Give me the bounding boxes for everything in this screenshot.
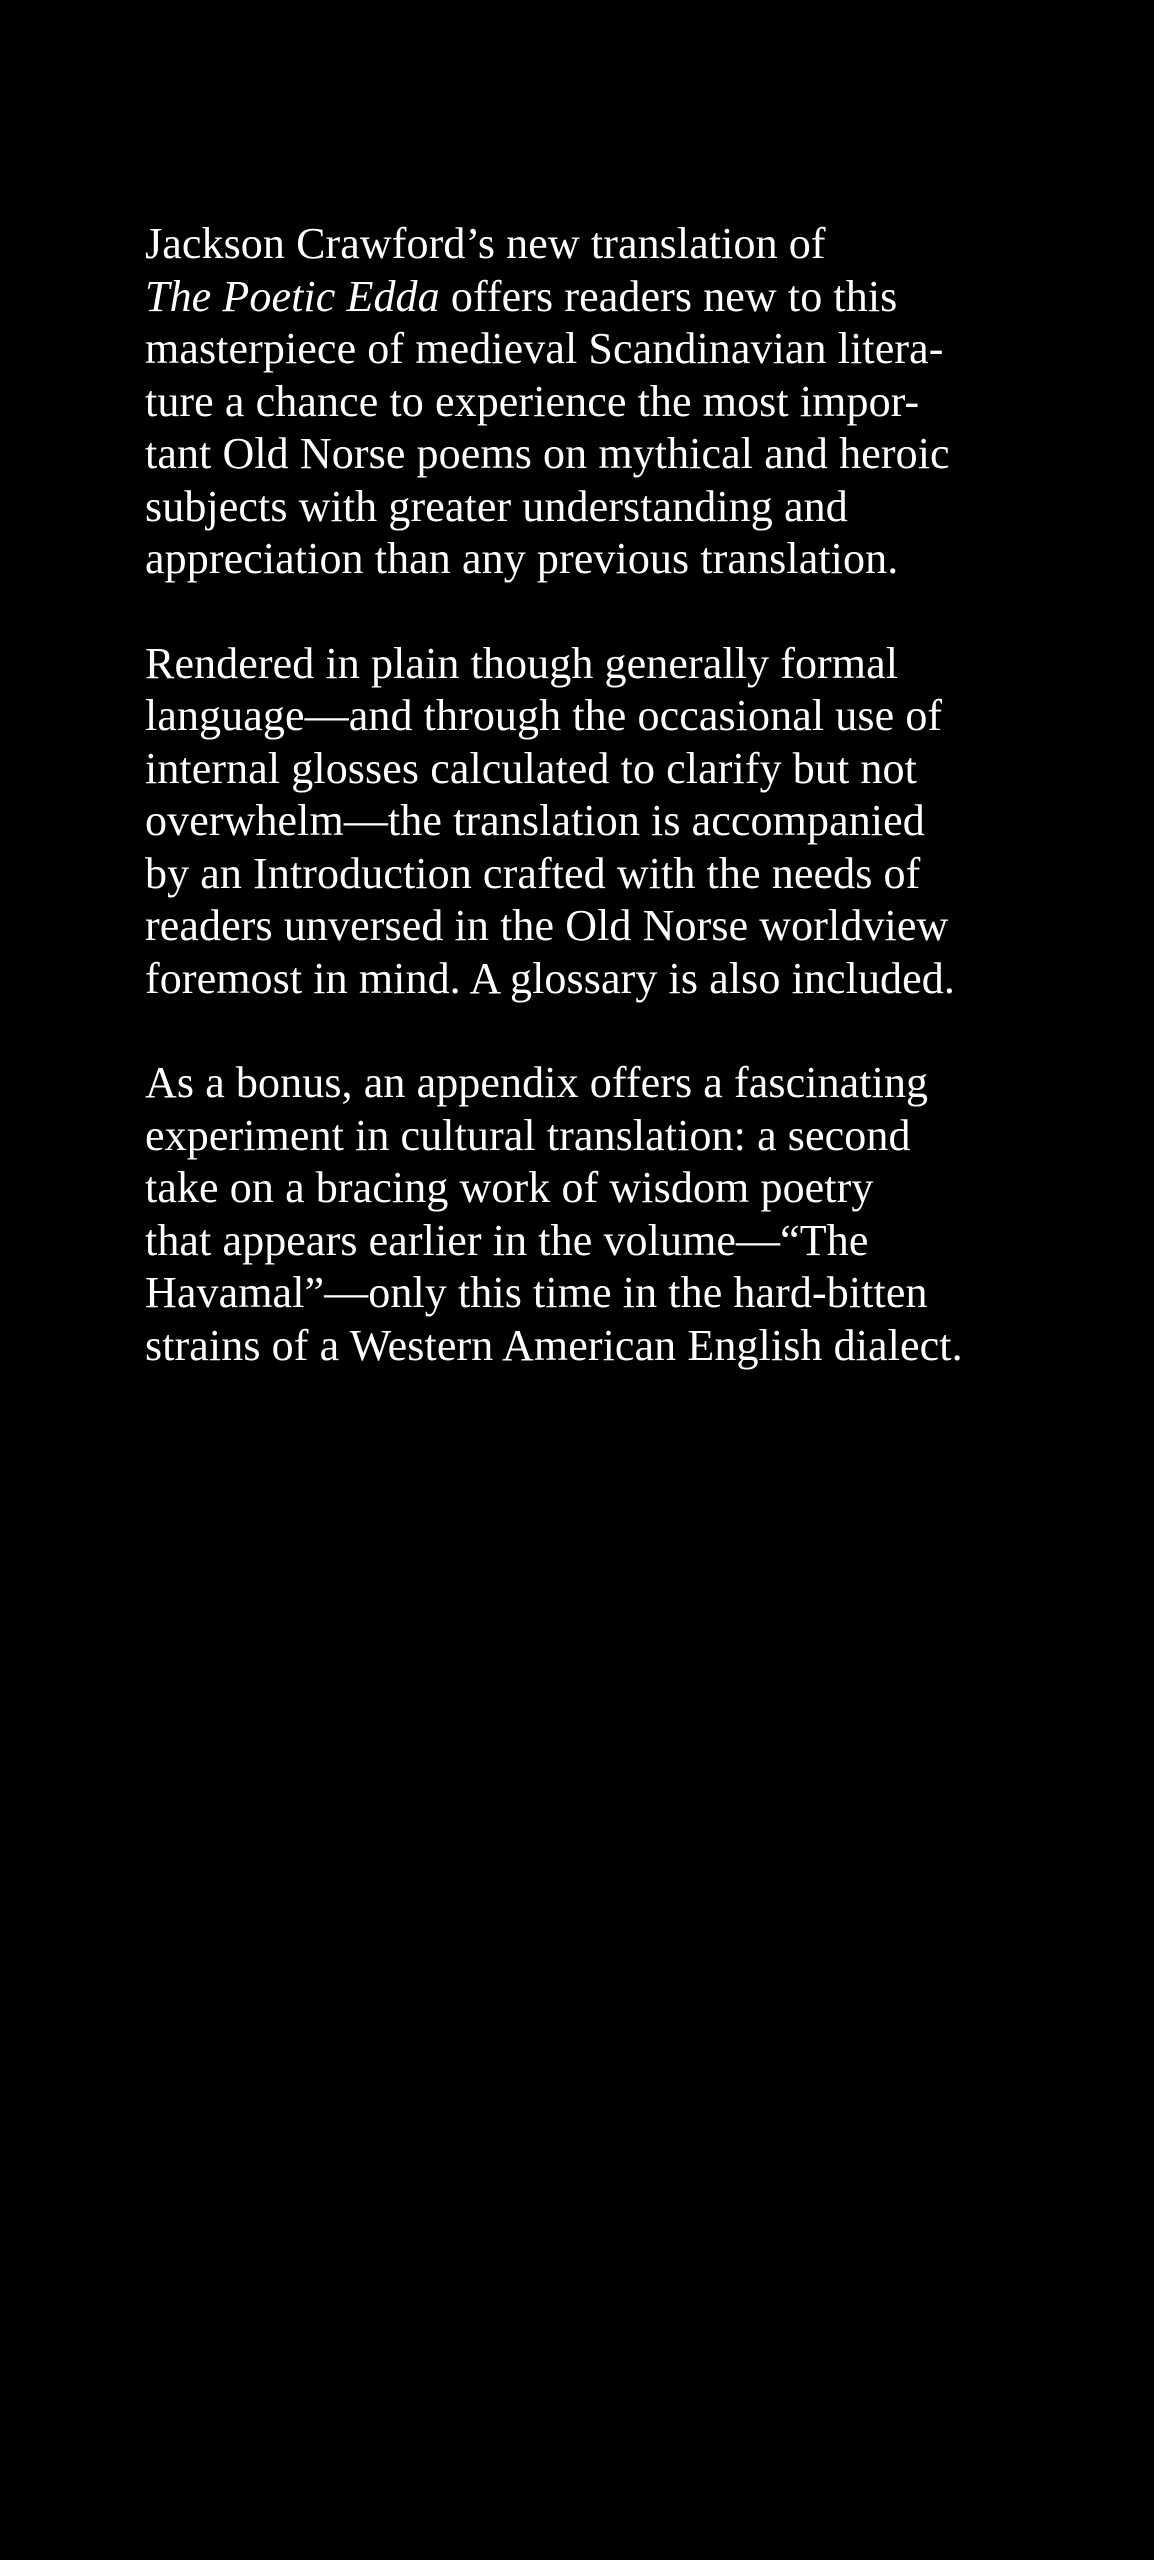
book-description [145, 218, 1045, 1424]
description-paragraph-3 [145, 1057, 1045, 1372]
paragraph-line: ture a chance to experience the most impor- [145, 376, 920, 426]
paragraph-line-text: offers readers new to this [439, 271, 898, 321]
description-paragraph-2 [145, 638, 1045, 1006]
paragraph-line [145, 271, 1045, 324]
paragraph-line: subjects with greater understanding and [145, 481, 848, 531]
paragraph-line: take on a bracing work of wisdom poetry [145, 1163, 874, 1212]
paragraph-line: readers unversed in the Old Norse worldview [145, 901, 949, 950]
paragraph-line: overwhelm—the translation is accompanied [145, 796, 925, 845]
paragraph-line: foremost in mind. A glossary is also included. [145, 953, 955, 1003]
description-paragraph-1 [145, 218, 1045, 586]
book-title: The Poetic Edda [145, 271, 440, 321]
paragraph-line: Rendered in plain though generally formal [145, 638, 899, 688]
paragraph-line: strains of a Western American English dialect. [145, 1320, 963, 1370]
paragraph-line: Jackson Crawford’s new translation of [145, 219, 826, 268]
paragraph-line: appreciation than any previous translation. [145, 534, 899, 583]
paragraph-line: language—and through the occasional use of [145, 691, 943, 740]
paragraph-line: internal glosses calculated to clarify but not [145, 743, 917, 793]
paragraph-line: that appears earlier in the volume—“The [145, 1215, 869, 1265]
paragraph-line: masterpiece of medieval Scandinavian litera- [145, 324, 944, 373]
paragraph-line: tant Old Norse poems on mythical and heroic [145, 429, 950, 478]
paragraph-line: by an Introduction crafted with the needs of [145, 848, 921, 898]
paragraph-line: As a bonus, an appendix offers a fascinating [145, 1058, 929, 1107]
paragraph-line: Havamal”—only this time in the hard-bitten [145, 1268, 928, 1317]
paragraph-line: experiment in cultural translation: a second [145, 1110, 911, 1160]
